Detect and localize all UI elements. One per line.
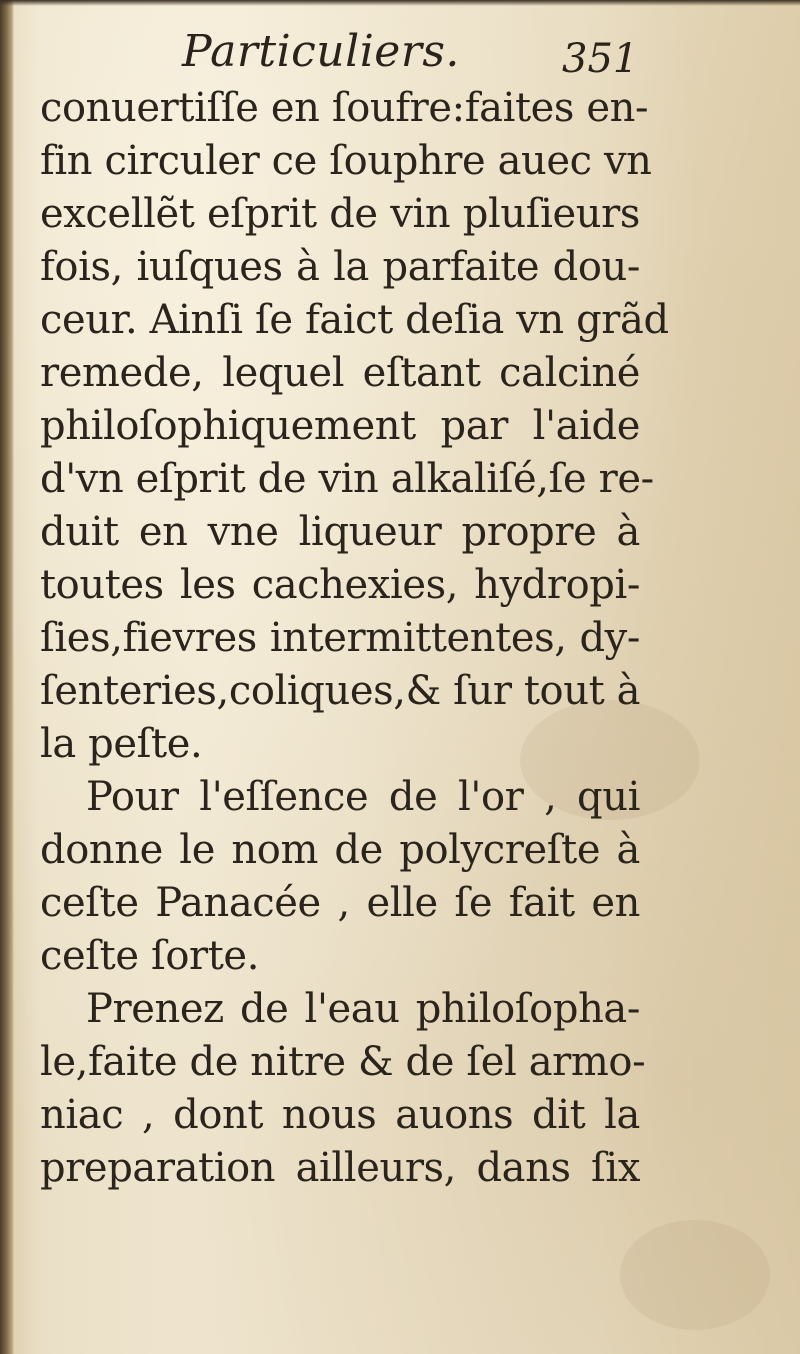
text-line: remede, lequel eſtant calciné <box>40 350 640 396</box>
text-line: duit en vne liqueur propre à <box>40 509 640 555</box>
text-line: fin circuler ce ſouphre auec vn <box>40 138 652 184</box>
text-line: conuertiſſe en ſoufre:faites en- <box>40 85 649 131</box>
text-line: donne le nom de polycreſte à <box>40 827 640 873</box>
text-line: Prenez de l'eau philoſopha- <box>86 986 640 1032</box>
text-line: ſenteries,coliques,& ſur tout à <box>40 668 641 714</box>
text-line: niac , dont nous auons dit la <box>40 1092 640 1138</box>
text-line: ſies,fievres intermittentes, dy- <box>40 615 640 661</box>
text-line: excellẽt eſprit de vin pluſieurs <box>40 191 640 237</box>
page-top-edge <box>0 0 800 6</box>
text-line: Pour l'eſſence de l'or , qui <box>86 774 640 820</box>
text-line: ceſte Panacée , elle ſe fait en <box>40 880 640 926</box>
binding-edge <box>0 0 14 1354</box>
paper-stain <box>620 1220 770 1330</box>
text-line: ceur. Ainſi ſe faict deſia vn grãd <box>40 297 669 343</box>
text-line: d'vn eſprit de vin alkaliſé,ſe re- <box>40 456 654 502</box>
text-line: ceſte ſorte. <box>40 933 260 979</box>
page-number: 351 <box>562 36 639 82</box>
body-text <box>40 82 669 1195</box>
text-line: toutes les cachexies, hydropi- <box>40 562 640 608</box>
text-line: fois, iuſques à la parfaite dou- <box>40 244 640 290</box>
text-line: la peſte. <box>40 721 203 767</box>
text-line: le,faite de nitre & de ſel armo- <box>40 1039 646 1085</box>
text-line: preparation ailleurs, dans ſix <box>40 1145 640 1191</box>
running-head: Particuliers. <box>182 26 460 77</box>
text-line: philoſophiquement par l'aide <box>40 403 640 449</box>
